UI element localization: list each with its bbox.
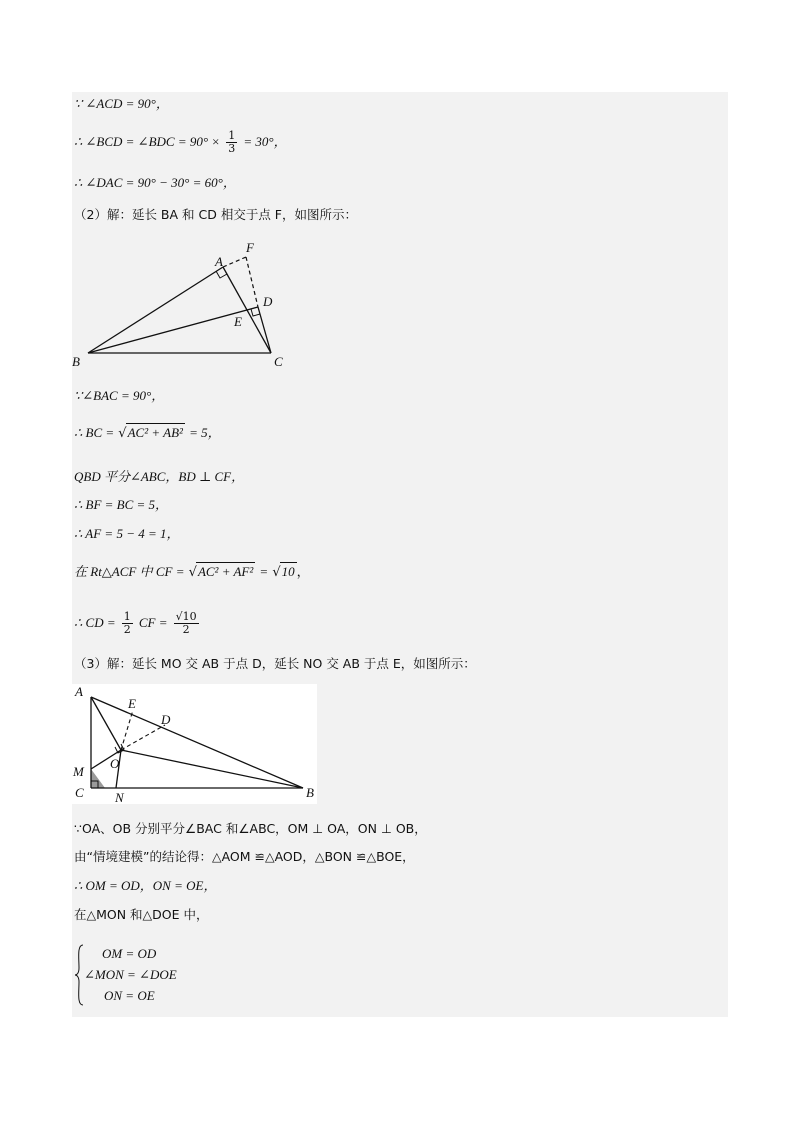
label-a: A bbox=[215, 254, 223, 269]
system-line-1: OM = OD bbox=[102, 946, 157, 961]
label-e: E bbox=[128, 696, 136, 711]
system-line-3: ON = OE bbox=[104, 988, 155, 1003]
fraction-one-half: $\frac{1}{2}$ bbox=[123, 610, 131, 636]
system-brace bbox=[74, 944, 84, 1006]
label-d: D bbox=[263, 294, 273, 309]
line-part3-heading: （3）解：延长 MO 交 AB 于点 D，延长 NO 交 AB 于点 E，如图所示： bbox=[74, 656, 476, 671]
figure-triangle-abc-f bbox=[70, 236, 300, 372]
label-e: E bbox=[234, 314, 242, 329]
label-m: M bbox=[73, 764, 84, 779]
label-o: O bbox=[110, 756, 120, 771]
line-given-angle-acd: ∵ ∠ACD = 90°， bbox=[74, 96, 169, 111]
line-bc-value: ∴ BC = √AC² + AB² = 5， bbox=[74, 425, 221, 441]
label-f: F bbox=[246, 240, 254, 255]
label-b: B bbox=[306, 785, 314, 800]
line-in-triangles: 在△MON 和△DOE 中， bbox=[74, 907, 209, 922]
dashed-fd bbox=[246, 257, 258, 307]
label-c: C bbox=[75, 785, 84, 800]
line-angle-bac: ∵∠BAC = 90°， bbox=[74, 388, 165, 403]
fraction-one-third: $\frac{1}{3}$ bbox=[228, 129, 236, 155]
label-n: N bbox=[115, 790, 124, 804]
segment-ba bbox=[88, 267, 223, 353]
line-bd-bisects: QBD 平分∠ABC，BD ⊥ CF， bbox=[74, 469, 245, 484]
line-cf-value: 在 Rt△ACF 中 CF = √AC² + AF² = √10 ， bbox=[74, 564, 310, 580]
figure-triangle-abc-o bbox=[72, 684, 317, 804]
system-line-2: ∠MON = ∠DOE bbox=[84, 967, 177, 982]
label-b: B bbox=[72, 354, 80, 369]
line-cd-value: ∴ CD = $\frac{1}{2}$ CF = $\frac{√10}{2}$ bbox=[74, 610, 197, 636]
fraction-root10-over-2: $\frac{√10}{2}$ bbox=[175, 610, 197, 636]
line-om-equals-od: ∴ OM = OD，ON = OE， bbox=[74, 878, 217, 893]
line-congruent-triangles: 由“情境建模”的结论得：△AOM ≌△AOD，△BON ≌△BOE， bbox=[74, 849, 415, 864]
label-d: D bbox=[161, 712, 171, 727]
line-bisectors: ∵OA、OB 分别平分∠BAC 和∠ABC，OM ⊥ OA，ON ⊥ OB， bbox=[74, 821, 427, 836]
line-bf-equals-bc: ∴ BF = BC = 5， bbox=[74, 497, 169, 512]
figure-background bbox=[72, 684, 317, 804]
label-c: C bbox=[274, 354, 283, 369]
line-angle-dac: ∴ ∠DAC = 90° − 30° = 60°， bbox=[74, 175, 236, 190]
label-a: A bbox=[75, 684, 83, 699]
line-af-value: ∴ AF = 5 − 4 = 1， bbox=[74, 526, 180, 541]
line-angle-bcd: ∴ ∠BCD = ∠BDC = 90° × $\frac{1}{3}$ = 30°， bbox=[74, 129, 287, 155]
dashed-af bbox=[223, 257, 246, 267]
segment-bd bbox=[88, 307, 258, 353]
line-part2-heading: （2）解：延长 BA 和 CD 相交于点 F，如图所示： bbox=[74, 207, 357, 222]
